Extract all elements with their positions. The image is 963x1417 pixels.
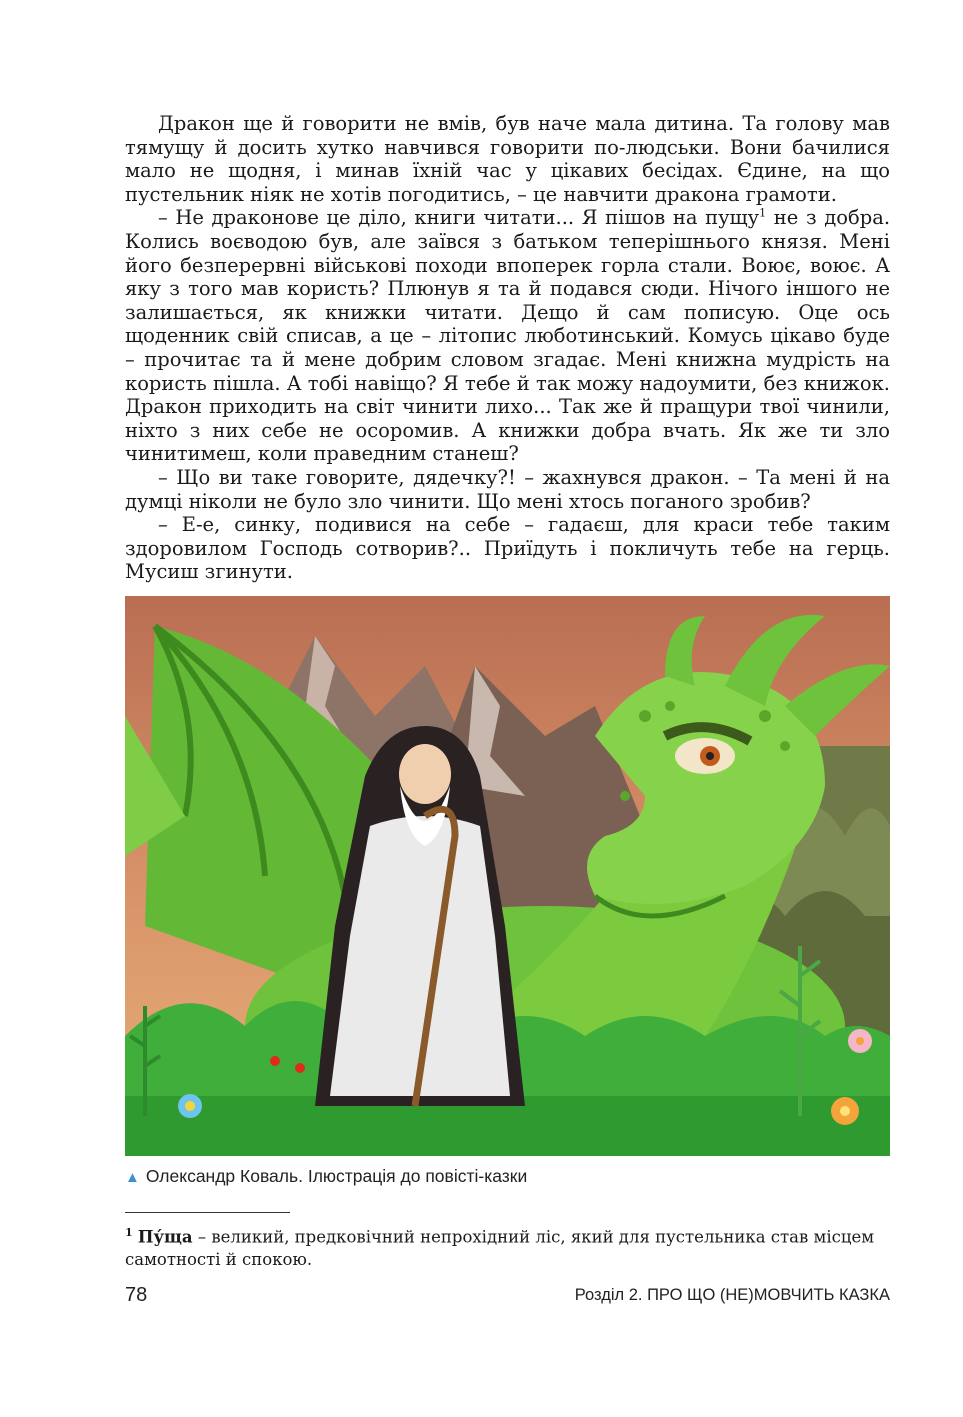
- paragraph-2-rest: Колись воєводою був, але заївся з батьком теперішнього князя. Мені його безперервні військові походи впоперек горла стали. Воює, воює. А яку з того мав користь? Плюнув я та й подався сюди. Нічого іншого не залишається, як книжки читати. Дещо й сам пописую. Оце ось щоденник свій списав, а це – літопис люботинський. Комусь цікаво буде – прочитає та й мене добрим словом згадає. Мені книжна мудрість на користь пішла. А тобі навіщо? Я тебе й так можу надоумити, без книжок. Дракон приходить на світ чинити лихо... Так же й пращури твої чинили, ніхто з них себе не осоромив. А книжки добра вчать. Як же ти зло чинитимеш, коли праведним станеш?: [125, 229, 890, 466]
- flower-blue: [178, 1094, 202, 1118]
- footnote: [125, 1222, 890, 1271]
- footnote-ref[interactable]: 1: [759, 206, 767, 220]
- footnote-term: Пу́ща: [137, 1227, 193, 1247]
- running-head: Розділ 2. ПРО ЩО (НЕ)МОВЧИТЬ КАЗКА: [574, 1286, 890, 1304]
- paragraph-4: – Е-е, синку, подивися на себе – гадаєш, для краси тебе таким здоровилом Господь сотворив?.. Приїдуть і покличуть тебе на герць. Мусиш згинути.: [125, 513, 890, 584]
- flower-orange: [831, 1097, 859, 1125]
- illustration-hermit-and-dragon: [125, 596, 890, 1156]
- paragraph-2-mid: не з добра.: [766, 206, 891, 230]
- hermit-face: [399, 744, 451, 804]
- illustration-caption: [125, 1166, 890, 1187]
- footnote-text: – великий, предковічний непрохідний ліс, який для пустельника став місцем самотності й спокою.: [125, 1227, 875, 1269]
- paragraph-2-start: – Не драконове це діло, книги читати... Я пішов на пущу: [158, 206, 760, 230]
- footnote-number: 1: [125, 1226, 133, 1239]
- story-text: [125, 112, 890, 584]
- paragraph-3: – Що ви таке говорите, дядечку?! – жахнувся дракон. – Та мені й на думці ніколи не було зло чинити. Що мені хтось поганого зробив?: [125, 465, 890, 513]
- paragraph-2: [125, 206, 890, 466]
- page-number: 78: [125, 1284, 148, 1306]
- paragraph-1: Дракон ще й говорити не вмів, був наче мала дитина. Та голову мав тямущу й досить хутко навчився говорити по-людськи. Вони бачилися мало не щодня, і минав їхній час у цікавих бесідах. Єдине, на що пустельник ніяк не хотів погодитись, – це навчити дракона грамоти.: [125, 112, 890, 206]
- footnote-divider: [125, 1212, 290, 1213]
- caption-triangle-icon: ▲: [125, 1169, 140, 1186]
- caption-text: Олександр Коваль. Ілюстрація до повісті-казки: [145, 1166, 528, 1186]
- flower-pink: [848, 1029, 872, 1053]
